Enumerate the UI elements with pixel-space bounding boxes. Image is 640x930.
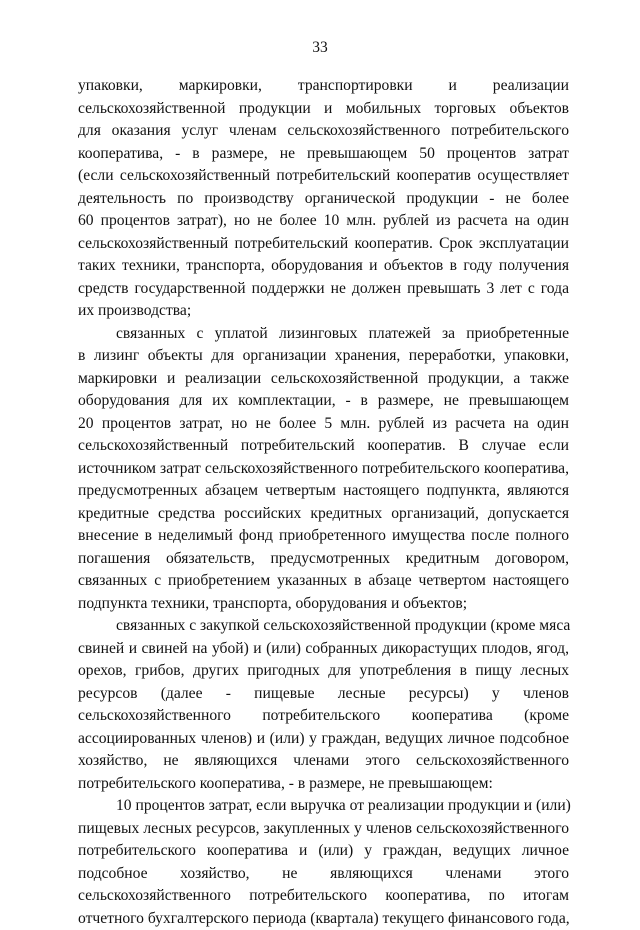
text-line: для оказания услуг членам сельскохозяйственного потребительского xyxy=(78,120,569,143)
text-line: подсобное хозяйство, не являющихся членами этого xyxy=(78,863,569,886)
text-line: (если сельскохозяйственный потребительский кооператив осуществляет xyxy=(78,165,569,188)
text-line: в лизинг объекты для организации хранения, переработки, упаковки, xyxy=(78,345,569,368)
text-line: 10 процентов затрат, если выручка от реализации продукции и (или) xyxy=(78,795,569,818)
text-line: средств государственной поддержки не должен превышать 3 лет с года xyxy=(78,278,569,301)
text-line: источником затрат сельскохозяйственного потребительского кооператива, xyxy=(78,458,569,481)
text-line: сельскохозяйственной продукции и мобильных торговых объектов xyxy=(78,98,569,121)
text-line: хозяйство, не являющихся членами этого сельскохозяйственного xyxy=(78,750,569,773)
text-line: свиней и свиней на убой) и (или) собранных дикорастущих плодов, ягод, xyxy=(78,638,569,661)
text-line: ассоциированных членов) и (или) у граждан, ведущих личное подсобное xyxy=(78,728,569,751)
text-line: 20 процентов затрат, но не более 5 млн. рублей из расчета на один xyxy=(78,413,569,436)
document-body xyxy=(78,75,569,930)
text-line: сельскохозяйственного потребительского кооператива, по итогам xyxy=(78,885,569,908)
text-line: ресурсов (далее - пищевые лесные ресурсы) у членов xyxy=(78,683,569,706)
text-line: погашения обязательств, предусмотренных кредитным договором, xyxy=(78,548,569,571)
text-line: отчетного бухгалтерского периода (квартала) текущего финансового года, xyxy=(78,908,569,930)
text-line: деятельность по производству органической продукции - не более xyxy=(78,188,569,211)
text-line: связанных с приобретением указанных в абзаце четвертом настоящего xyxy=(78,570,569,593)
text-line: 60 процентов затрат), но не более 10 млн. рублей из расчета на один xyxy=(78,210,569,233)
text-line: их производства; xyxy=(78,300,569,323)
text-line: связанных с уплатой лизинговых платежей за приобретенные xyxy=(78,323,569,346)
text-line: связанных с закупкой сельскохозяйственной продукции (кроме мяса xyxy=(78,615,569,638)
text-line: оборудования для их комплектации, - в размере, не превышающем xyxy=(78,390,569,413)
text-line: таких техники, транспорта, оборудования и объектов в году получения xyxy=(78,255,569,278)
text-line: подпункта техники, транспорта, оборудования и объектов; xyxy=(78,593,569,616)
text-line: предусмотренных абзацем четвертым настоящего подпункта, являются xyxy=(78,480,569,503)
text-line: сельскохозяйственный потребительский кооператив. Срок эксплуатации xyxy=(78,233,569,256)
text-line: орехов, грибов, других пригодных для употребления в пищу лесных xyxy=(78,660,569,683)
text-line: упаковки, маркировки, транспортировки и реализации xyxy=(78,75,569,98)
text-line: сельскохозяйственный потребительский кооператив. В случае если xyxy=(78,435,569,458)
text-line: кооператива, - в размере, не превышающем 50 процентов затрат xyxy=(78,143,569,166)
text-line: сельскохозяйственного потребительского кооператива (кроме xyxy=(78,705,569,728)
text-line: маркировки и реализации сельскохозяйственной продукции, а также xyxy=(78,368,569,391)
text-line: пищевых лесных ресурсов, закупленных у членов сельскохозяйственного xyxy=(78,818,569,841)
page-number: 33 xyxy=(0,38,640,58)
text-line: кредитные средства российских кредитных организаций, допускается xyxy=(78,503,569,526)
text-line: внесение в неделимый фонд приобретенного имущества после полного xyxy=(78,525,569,548)
text-line: потребительского кооператива, - в размере, не превышающем: xyxy=(78,773,569,796)
text-line: потребительского кооператива и (или) у граждан, ведущих личное xyxy=(78,840,569,863)
